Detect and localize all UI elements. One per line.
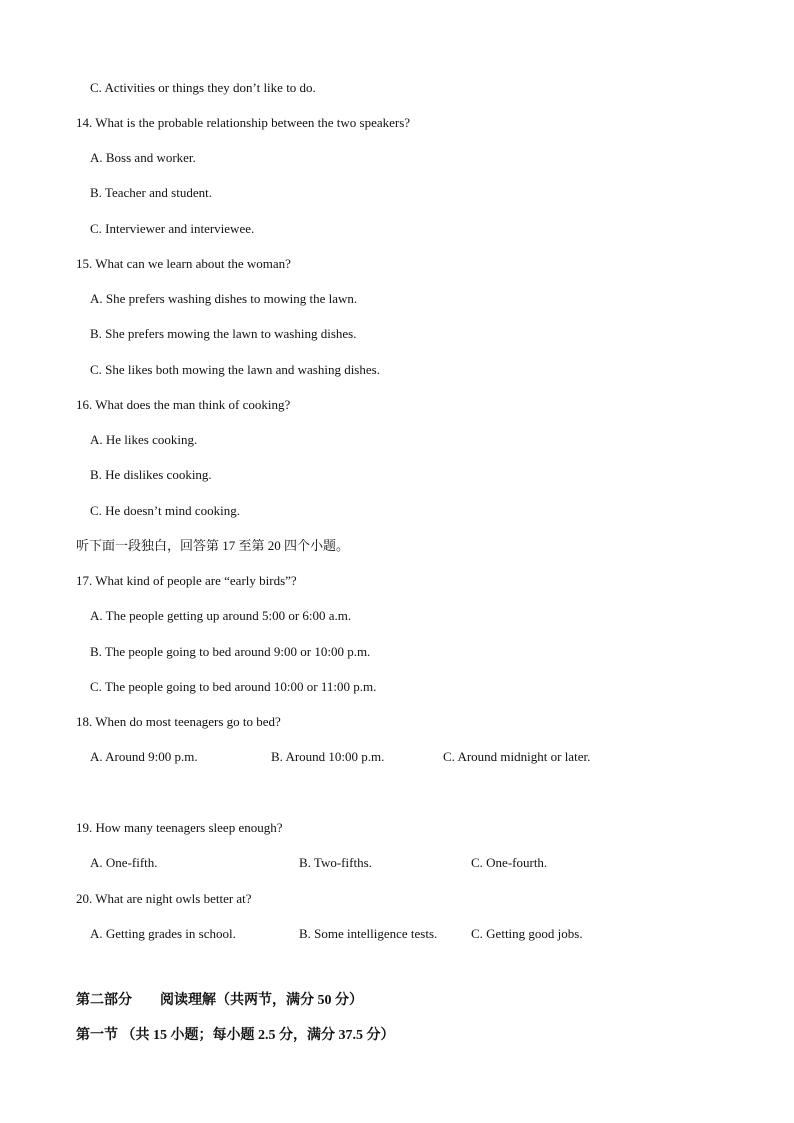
- q14-option-b: B. Teacher and student.: [90, 185, 212, 200]
- q17-option-a: A. The people getting up around 5:00 or 6:00 a.m.: [90, 608, 352, 623]
- question-15: 15. What can we learn about the woman?: [76, 256, 291, 271]
- question-16: 16. What does the man think of cooking?: [76, 397, 291, 412]
- q18-option-c: C. Around midnight or later.: [443, 749, 591, 764]
- question-19: 19. How many teenagers sleep enough?: [76, 820, 283, 835]
- q13-option-c: C. Activities or things they don’t like to do.: [90, 80, 316, 95]
- q17-option-b: B. The people going to bed around 9:00 or 10:00 p.m.: [90, 644, 371, 659]
- q16-option-a: A. He likes cooking.: [90, 432, 198, 447]
- q14-option-a: A. Boss and worker.: [90, 150, 196, 165]
- q18-option-a: A. Around 9:00 p.m.: [90, 749, 198, 764]
- q20-option-a: A. Getting grades in school.: [90, 926, 236, 941]
- q16-option-c: C. He doesn’t mind cooking.: [90, 503, 240, 518]
- question-18: 18. When do most teenagers go to bed?: [76, 714, 281, 729]
- q17-option-c: C. The people going to bed around 10:00 or 11:00 p.m.: [90, 679, 377, 694]
- q18-option-b: B. Around 10:00 p.m.: [271, 749, 385, 764]
- part-two-heading: 第二部分 阅读理解（共两节，满分 50 分）: [76, 993, 363, 1008]
- q20-option-b: B. Some intelligence tests.: [299, 926, 438, 941]
- question-14: 14. What is the probable relationship between the two speakers?: [76, 115, 411, 130]
- question-17: 17. What kind of people are “early birds”?: [76, 573, 297, 588]
- q20-option-c: C. Getting good jobs.: [471, 926, 583, 941]
- q15-option-c: C. She likes both mowing the lawn and washing dishes.: [90, 362, 380, 377]
- question-20: 20. What are night owls better at?: [76, 891, 252, 906]
- monologue-instruction: 听下面一段独白，回答第 17 至第 20 四个小题。: [76, 538, 350, 553]
- q19-option-c: C. One-fourth.: [471, 855, 548, 870]
- q19-option-a: A. One-fifth.: [90, 855, 158, 870]
- q15-option-a: A. She prefers washing dishes to mowing the lawn.: [90, 291, 358, 306]
- q19-option-b: B. Two-fifths.: [299, 855, 372, 870]
- section-one-heading: 第一节 （共 15 小题；每小题 2.5 分，满分 37.5 分）: [76, 1028, 395, 1043]
- q16-option-b: B. He dislikes cooking.: [90, 467, 212, 482]
- q14-option-c: C. Interviewer and interviewee.: [90, 221, 255, 236]
- q15-option-b: B. She prefers mowing the lawn to washing dishes.: [90, 326, 357, 341]
